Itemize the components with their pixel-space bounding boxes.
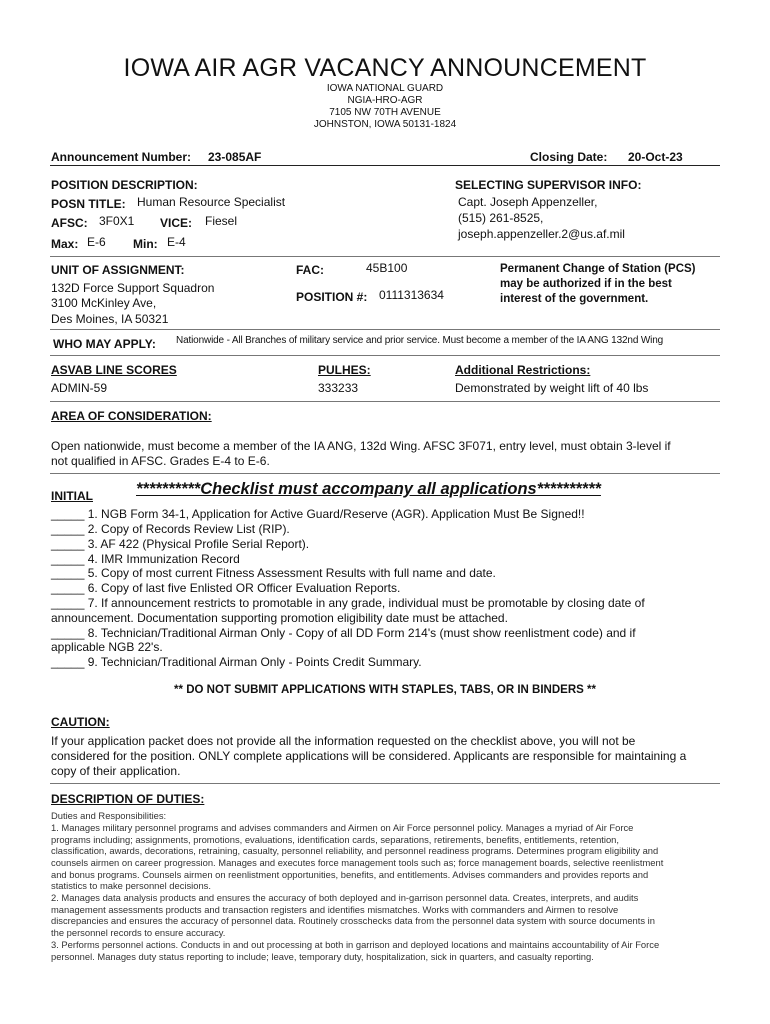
pulhes-value: 333233 (318, 381, 359, 395)
max-grade-label: Max: (51, 237, 79, 251)
duties-line: 3. Performs personnel actions. Conducts in and out processing at both in garrison and deployed locations and maintains accountability of Air Force (51, 939, 660, 950)
consideration-heading: AREA OF CONSIDERATION: (51, 409, 212, 423)
caution-line: If your application packet does not provide all the information requested on the checklist above, you will not be (51, 734, 636, 748)
duties-line: management assessments products and transaction registers and identifies mismatches. Works with commanders and Airmen to resolve (51, 904, 619, 915)
unit-line: 3100 McKinley Ave, (51, 296, 157, 310)
duties-line: Duties and Responsibilities: (51, 810, 167, 821)
afsc-value: 3F0X1 (99, 214, 135, 228)
restrictions-value: Demonstrated by weight lift of 40 lbs (455, 381, 649, 395)
fac-label: FAC: (296, 263, 324, 277)
vice-label: VICE: (160, 216, 193, 230)
duties-line: 1. Manages military personnel programs and advises commanders and Airmen on Air Force personnel policy. Manages a myriad of Air Force (51, 822, 634, 833)
address-line: NGIA-HRO-AGR (347, 95, 423, 106)
max-grade: E-6 (87, 235, 106, 249)
asvab-label: ASVAB LINE SCORES (51, 363, 177, 377)
caution-line: copy of their application. (51, 764, 181, 778)
divider (50, 355, 720, 356)
duties-line: 2. Manages data analysis products and ensures the accuracy of both deployed and in-garrison personnel data. Creates, interprets, and audits (51, 892, 639, 903)
divider (50, 401, 720, 402)
checklist-item: applicable NGB 22's. (51, 640, 163, 654)
posn-title: Human Resource Specialist (137, 195, 286, 209)
checklist-item: _____ 9. Technician/Traditional Airman Only - Points Credit Summary. (51, 655, 422, 669)
supervisor-name: Capt. Joseph Appenzeller, (458, 195, 598, 209)
min-grade-label: Min: (133, 237, 158, 251)
asvab-value: ADMIN-59 (51, 381, 108, 395)
page-title: IOWA AIR AGR VACANCY ANNOUNCEMENT (123, 54, 647, 82)
duties-line: personnel. Manages duty status reporting to include; leave, temporary duty, hospitalization, sick in quarters, and casualty reporting. (51, 951, 594, 962)
divider (50, 473, 720, 474)
pcs-note: Permanent Change of Station (PCS) (500, 263, 696, 275)
unit-line: Des Moines, IA 50321 (51, 312, 169, 326)
duties-line: and bonus programs. Counsels airmen on reenlistment opportunities, benefits, and entitlements. Advises commanders and provides reports and (51, 869, 649, 880)
address-line: JOHNSTON, IOWA 50131-1824 (313, 119, 457, 130)
initial-label: INITIAL (51, 489, 93, 503)
duties-line: the personnel records to ensure accuracy. (51, 927, 226, 938)
afsc-label: AFSC: (51, 216, 88, 230)
announcement-number: 23-085AF (208, 150, 262, 164)
checklist-item: _____ 5. Copy of most current Fitness Assessment Results with full name and date. (51, 566, 496, 580)
checklist-heading: **********Checklist must accompany all applications********** (136, 480, 601, 498)
supervisor-email: joseph.appenzeller.2@us.af.mil (458, 227, 625, 241)
staples-notice: ** DO NOT SUBMIT APPLICATIONS WITH STAPLES, TABS, OR IN BINDERS ** (174, 684, 596, 696)
duties-line: programs including; assignments, promotions, evaluations, identification cards, separations, retirements, benefits, entitlements, retention, (51, 834, 619, 845)
position-number-label: POSITION #: (296, 290, 368, 304)
consideration-line: Open nationwide, must become a member of the IA ANG, 132d Wing. AFSC 3F071, entry level, must obtain 3-level if (51, 439, 671, 453)
address-line: IOWA NATIONAL GUARD (326, 83, 444, 94)
duties-line: counsels airmen on career progression. Manages and executes force management tools such as; force management boards, selective reenlistment (51, 857, 664, 868)
checklist-item: _____ 4. IMR Immunization Record (51, 552, 240, 566)
duties-line: discrepancies and ensures the accuracy of personnel data. Routinely crosschecks data from the personnel data system with source documents in (51, 915, 655, 926)
pcs-note: interest of the government. (500, 293, 649, 305)
supervisor-heading: SELECTING SUPERVISOR INFO: (455, 178, 642, 192)
divider (50, 165, 720, 166)
checklist-item: _____ 6. Copy of last five Enlisted OR Officer Evaluation Reports. (51, 581, 401, 595)
checklist-item: _____ 3. AF 422 (Physical Profile Serial Report). (51, 537, 310, 551)
closing-date-label: Closing Date: (530, 150, 608, 164)
supervisor-phone: (515) 261-8525, (458, 211, 544, 225)
duties-heading: DESCRIPTION OF DUTIES: (51, 792, 205, 806)
divider (50, 783, 720, 784)
checklist-item: announcement. Documentation supporting promotion eligibility date must be attached. (51, 611, 508, 625)
restrictions-label: Additional Restrictions: (455, 363, 591, 377)
checklist-item: _____ 2. Copy of Records Review List (RIP). (51, 522, 290, 536)
fac-value: 45B100 (366, 261, 408, 275)
announcement-number-label: Announcement Number: (51, 150, 192, 164)
checklist-item: _____ 7. If announcement restricts to promotable in any grade, individual must be promotable by closing date of (51, 596, 645, 610)
duties-line: statistics to make personnel decisions. (51, 880, 211, 891)
min-grade: E-4 (167, 235, 186, 249)
closing-date: 20-Oct-23 (628, 150, 683, 164)
posn-title-label: POSN TITLE: (51, 197, 126, 211)
unit-heading: UNIT OF ASSIGNMENT: (51, 263, 185, 277)
consideration-line: not qualified in AFSC. Grades E-4 to E-6. (51, 454, 270, 468)
who-may-apply-text: Nationwide - All Branches of military service and prior service. Must become a member of the IA ANG 132nd Wing (176, 335, 664, 346)
divider (50, 329, 720, 330)
position-description-heading: POSITION DESCRIPTION: (51, 178, 198, 192)
unit-line: 132D Force Support Squadron (51, 281, 215, 295)
pcs-note: may be authorized if in the best (500, 278, 672, 290)
address-line: 7105 NW 70TH AVENUE (329, 107, 441, 118)
pulhes-label: PULHES: (318, 363, 371, 377)
divider (50, 256, 720, 257)
vice-value: Fiesel (205, 214, 238, 228)
duties-line: classification, awards, decorations, retraining, casualty, personnel reliability, and personnel readiness programs. Determines program eligibility and (51, 845, 659, 856)
caution-line: considered for the position. ONLY complete applications will be considered. Applicants are responsible for maintaining a (51, 749, 687, 763)
position-number: 0111313634 (379, 288, 444, 302)
checklist-item: _____ 8. Technician/Traditional Airman Only - Copy of all DD Form 214's (must show reenlistment code) and if (51, 626, 636, 640)
checklist-item: _____ 1. NGB Form 34-1, Application for Active Guard/Reserve (AGR). Application Must Be Signed!! (51, 507, 585, 521)
who-may-apply-label: WHO MAY APPLY: (53, 337, 156, 351)
caution-heading: CAUTION: (51, 715, 110, 729)
